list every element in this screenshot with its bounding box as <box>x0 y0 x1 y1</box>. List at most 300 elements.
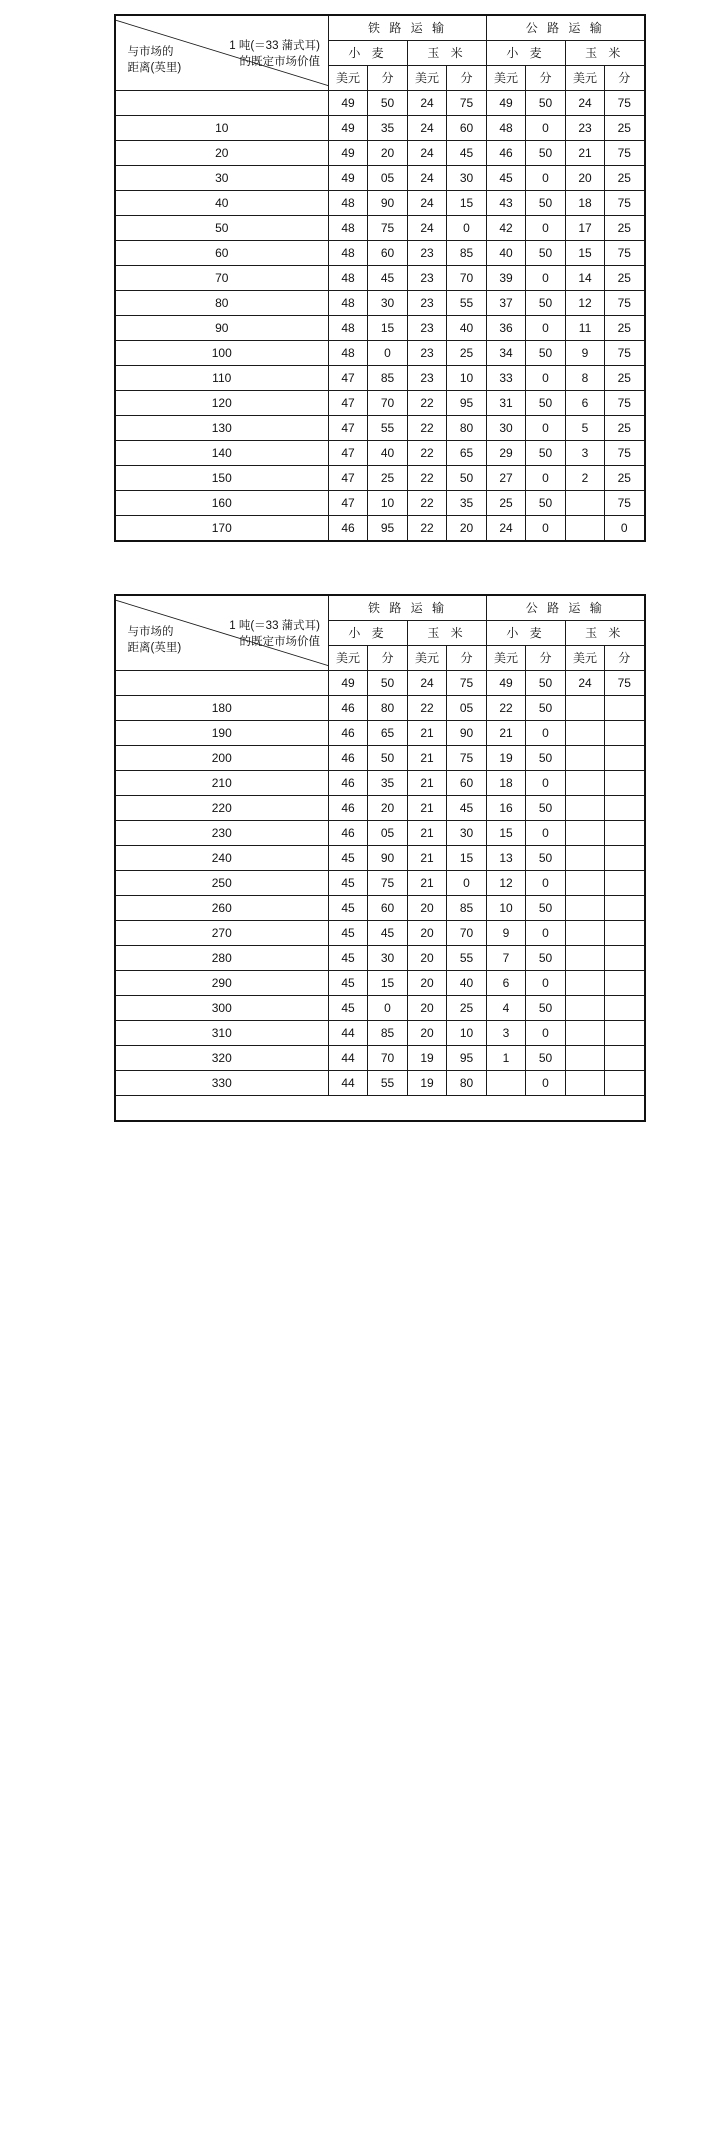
value-cell: 15 <box>447 846 487 871</box>
table-row <box>115 241 645 266</box>
value-cell: 22 <box>408 441 447 466</box>
value-cell: 70 <box>447 266 487 291</box>
base-row-label <box>115 671 329 696</box>
value-cell: 0 <box>526 1021 566 1046</box>
table-row <box>115 846 645 871</box>
value-cell: 34 <box>487 341 526 366</box>
value-cell: 60 <box>447 771 487 796</box>
value-cell <box>605 721 645 746</box>
value-cell: 2 <box>566 466 605 491</box>
value-cell: 65 <box>368 721 408 746</box>
value-cell: 46 <box>329 696 368 721</box>
value-cell <box>566 721 605 746</box>
value-cell: 45 <box>368 921 408 946</box>
value-cell: 0 <box>526 1071 566 1096</box>
unit-header-2: 美元 <box>408 646 447 671</box>
crop-header-rail-corn: 玉 米 <box>408 621 487 646</box>
value-cell: 21 <box>487 721 526 746</box>
value-cell: 35 <box>368 116 408 141</box>
unit-header-7: 分 <box>605 646 645 671</box>
value-cell: 47 <box>329 466 368 491</box>
distance-cell: 240 <box>115 846 329 871</box>
value-cell: 0 <box>526 871 566 896</box>
value-cell: 50 <box>526 391 566 416</box>
value-cell: 25 <box>447 996 487 1021</box>
value-cell: 45 <box>368 266 408 291</box>
base-value-6: 24 <box>566 91 605 116</box>
value-cell: 23 <box>408 291 447 316</box>
table-row <box>115 416 645 441</box>
distance-cell: 180 <box>115 696 329 721</box>
value-cell <box>605 896 645 921</box>
value-cell <box>605 796 645 821</box>
corner-header-cell <box>115 595 329 671</box>
value-cell: 15 <box>566 241 605 266</box>
freight-value-table-2 <box>114 594 646 1122</box>
value-cell: 20 <box>408 946 447 971</box>
value-cell: 85 <box>447 241 487 266</box>
crop-header-rail-wheat: 小 麦 <box>329 621 408 646</box>
distance-cell: 290 <box>115 971 329 996</box>
value-cell: 0 <box>526 166 566 191</box>
value-cell: 50 <box>526 996 566 1021</box>
unit-header-0: 美元 <box>329 646 368 671</box>
value-cell: 19 <box>408 1071 447 1096</box>
value-cell: 25 <box>447 341 487 366</box>
distance-cell: 160 <box>115 491 329 516</box>
table-row <box>115 491 645 516</box>
value-cell: 95 <box>447 391 487 416</box>
value-cell: 75 <box>605 391 645 416</box>
value-cell: 0 <box>526 266 566 291</box>
value-cell: 6 <box>566 391 605 416</box>
value-cell: 80 <box>447 1071 487 1096</box>
crop-header-rail-wheat: 小 麦 <box>329 41 408 66</box>
value-cell: 5 <box>566 416 605 441</box>
value-cell: 40 <box>487 241 526 266</box>
value-cell: 22 <box>487 696 526 721</box>
corner-bottom-line1: 与市场的 <box>127 626 174 638</box>
table-row <box>115 291 645 316</box>
value-cell: 12 <box>487 871 526 896</box>
value-cell: 50 <box>526 1046 566 1071</box>
value-cell: 85 <box>368 366 408 391</box>
value-cell: 50 <box>526 191 566 216</box>
corner-bottom-line2: 距离(英里) <box>127 62 182 74</box>
value-cell: 10 <box>368 491 408 516</box>
crop-header-road-wheat: 小 麦 <box>487 41 566 66</box>
value-cell: 48 <box>487 116 526 141</box>
corner-top-line2: 的既定市场价值 <box>239 636 320 648</box>
value-cell: 47 <box>329 366 368 391</box>
value-cell: 48 <box>329 241 368 266</box>
value-cell: 0 <box>526 366 566 391</box>
unit-header-6: 美元 <box>566 66 605 91</box>
base-value-4: 49 <box>487 91 526 116</box>
value-cell: 17 <box>566 216 605 241</box>
value-cell: 45 <box>329 971 368 996</box>
base-value-6: 24 <box>566 671 605 696</box>
base-value-1: 50 <box>368 671 408 696</box>
table-row <box>115 971 645 996</box>
distance-cell: 230 <box>115 821 329 846</box>
table-row <box>115 1071 645 1096</box>
value-cell: 0 <box>526 771 566 796</box>
distance-cell: 90 <box>115 316 329 341</box>
crop-header-road-wheat: 小 麦 <box>487 621 566 646</box>
value-cell: 10 <box>447 366 487 391</box>
value-cell: 9 <box>487 921 526 946</box>
value-cell: 22 <box>408 391 447 416</box>
unit-header-1: 分 <box>368 646 408 671</box>
value-cell <box>605 771 645 796</box>
value-cell: 0 <box>526 516 566 542</box>
unit-header-4: 美元 <box>487 646 526 671</box>
distance-cell: 30 <box>115 166 329 191</box>
table-row <box>115 996 645 1021</box>
value-cell <box>566 896 605 921</box>
value-cell: 75 <box>605 341 645 366</box>
value-cell: 8 <box>566 366 605 391</box>
mode-header-road: 公 路 运 输 <box>487 15 645 41</box>
table-row <box>115 466 645 491</box>
value-cell <box>566 796 605 821</box>
value-cell: 18 <box>487 771 526 796</box>
value-cell: 18 <box>566 191 605 216</box>
value-cell: 25 <box>605 416 645 441</box>
value-cell: 25 <box>605 466 645 491</box>
value-cell: 13 <box>487 846 526 871</box>
value-cell: 48 <box>329 266 368 291</box>
value-cell: 15 <box>368 971 408 996</box>
table-row <box>115 141 645 166</box>
table-row <box>115 266 645 291</box>
value-cell: 0 <box>526 721 566 746</box>
value-cell <box>605 1071 645 1096</box>
value-cell: 23 <box>408 266 447 291</box>
value-cell: 44 <box>329 1046 368 1071</box>
value-cell: 20 <box>408 996 447 1021</box>
value-cell: 25 <box>368 466 408 491</box>
value-cell: 46 <box>329 721 368 746</box>
value-cell: 11 <box>566 316 605 341</box>
value-cell: 20 <box>408 921 447 946</box>
distance-cell: 170 <box>115 516 329 542</box>
value-cell: 55 <box>447 946 487 971</box>
distance-cell: 110 <box>115 366 329 391</box>
unit-header-0: 美元 <box>329 66 368 91</box>
value-cell: 50 <box>526 896 566 921</box>
value-cell: 21 <box>408 871 447 896</box>
crop-header-rail-corn: 玉 米 <box>408 41 487 66</box>
value-cell <box>566 1021 605 1046</box>
mode-header-rail: 铁 路 运 输 <box>329 595 487 621</box>
value-cell: 47 <box>329 416 368 441</box>
value-cell: 23 <box>408 341 447 366</box>
corner-bottom-line2: 距离(英里) <box>127 642 182 654</box>
value-cell: 80 <box>447 416 487 441</box>
value-cell <box>566 996 605 1021</box>
table-row <box>115 821 645 846</box>
value-cell: 25 <box>605 366 645 391</box>
value-cell: 21 <box>408 796 447 821</box>
unit-header-7: 分 <box>605 66 645 91</box>
base-row-label <box>115 91 329 116</box>
freight-value-table-1 <box>114 14 646 542</box>
distance-cell: 140 <box>115 441 329 466</box>
table-row <box>115 116 645 141</box>
value-cell: 46 <box>329 821 368 846</box>
value-cell <box>605 1046 645 1071</box>
value-cell: 4 <box>487 996 526 1021</box>
table-row <box>115 896 645 921</box>
value-cell: 75 <box>605 141 645 166</box>
mode-header-road: 公 路 运 输 <box>487 595 645 621</box>
value-cell: 45 <box>329 996 368 1021</box>
unit-header-2: 美元 <box>408 66 447 91</box>
table-row <box>115 391 645 416</box>
table-row <box>115 796 645 821</box>
value-cell: 39 <box>487 266 526 291</box>
value-cell <box>566 971 605 996</box>
value-cell: 23 <box>566 116 605 141</box>
value-cell: 24 <box>487 516 526 542</box>
value-cell <box>605 821 645 846</box>
mode-header-rail: 铁 路 运 输 <box>329 15 487 41</box>
distance-cell: 320 <box>115 1046 329 1071</box>
distance-cell: 70 <box>115 266 329 291</box>
value-cell: 30 <box>368 946 408 971</box>
base-value-1: 50 <box>368 91 408 116</box>
value-cell: 05 <box>447 696 487 721</box>
corner-top-line1: 1 吨(＝33 蒲式耳) <box>229 40 320 52</box>
value-cell: 60 <box>368 896 408 921</box>
value-cell: 25 <box>487 491 526 516</box>
value-cell: 49 <box>329 166 368 191</box>
value-cell: 45 <box>329 921 368 946</box>
table-row <box>115 696 645 721</box>
crop-header-road-corn: 玉 米 <box>566 621 645 646</box>
value-cell: 0 <box>526 116 566 141</box>
value-cell: 22 <box>408 516 447 542</box>
value-cell: 20 <box>408 971 447 996</box>
value-cell: 3 <box>566 441 605 466</box>
table-block-lower <box>114 572 631 1122</box>
value-cell: 46 <box>329 516 368 542</box>
value-cell: 30 <box>487 416 526 441</box>
value-cell: 21 <box>566 141 605 166</box>
value-cell: 10 <box>487 896 526 921</box>
value-cell: 30 <box>447 166 487 191</box>
value-cell: 50 <box>526 946 566 971</box>
distance-cell: 120 <box>115 391 329 416</box>
value-cell: 85 <box>447 896 487 921</box>
table-row <box>115 771 645 796</box>
unit-header-1: 分 <box>368 66 408 91</box>
corner-header-cell <box>115 15 329 91</box>
value-cell: 45 <box>447 796 487 821</box>
base-value-0: 49 <box>329 671 368 696</box>
value-cell: 60 <box>368 241 408 266</box>
corner-top-line2: 的既定市场价值 <box>239 56 320 68</box>
value-cell: 90 <box>368 191 408 216</box>
value-cell <box>605 921 645 946</box>
value-cell: 25 <box>605 166 645 191</box>
value-cell: 9 <box>566 341 605 366</box>
value-cell <box>566 1046 605 1071</box>
table-row <box>115 441 645 466</box>
value-cell: 24 <box>408 141 447 166</box>
value-cell <box>566 696 605 721</box>
value-cell: 0 <box>605 516 645 542</box>
table-row <box>115 516 645 542</box>
value-cell: 48 <box>329 216 368 241</box>
value-cell: 30 <box>368 291 408 316</box>
value-cell: 46 <box>487 141 526 166</box>
value-cell: 14 <box>566 266 605 291</box>
value-cell: 75 <box>605 191 645 216</box>
value-cell: 46 <box>329 746 368 771</box>
value-cell: 20 <box>447 516 487 542</box>
value-cell: 0 <box>526 971 566 996</box>
value-cell <box>566 871 605 896</box>
base-value-4: 49 <box>487 671 526 696</box>
value-cell <box>605 971 645 996</box>
value-cell <box>566 921 605 946</box>
distance-cell: 60 <box>115 241 329 266</box>
distance-cell: 330 <box>115 1071 329 1096</box>
distance-cell: 220 <box>115 796 329 821</box>
value-cell: 95 <box>368 516 408 542</box>
value-cell: 27 <box>487 466 526 491</box>
value-cell: 05 <box>368 166 408 191</box>
value-cell: 25 <box>605 316 645 341</box>
value-cell: 46 <box>329 796 368 821</box>
table-row <box>115 871 645 896</box>
value-cell <box>605 1021 645 1046</box>
value-cell: 3 <box>487 1021 526 1046</box>
value-cell: 43 <box>487 191 526 216</box>
value-cell: 49 <box>329 116 368 141</box>
base-value-5: 50 <box>526 91 566 116</box>
value-cell: 22 <box>408 466 447 491</box>
value-cell <box>566 1071 605 1096</box>
value-cell: 45 <box>447 141 487 166</box>
distance-cell: 50 <box>115 216 329 241</box>
value-cell: 25 <box>605 216 645 241</box>
unit-header-4: 美元 <box>487 66 526 91</box>
value-cell: 19 <box>487 746 526 771</box>
value-cell: 0 <box>526 921 566 946</box>
value-cell: 50 <box>526 746 566 771</box>
value-cell: 23 <box>408 366 447 391</box>
value-cell: 50 <box>368 746 408 771</box>
value-cell: 75 <box>605 291 645 316</box>
value-cell: 50 <box>526 491 566 516</box>
value-cell: 0 <box>447 216 487 241</box>
value-cell: 20 <box>368 796 408 821</box>
value-cell: 24 <box>408 166 447 191</box>
value-cell: 0 <box>368 341 408 366</box>
table-row <box>115 721 645 746</box>
base-value-5: 50 <box>526 671 566 696</box>
base-value-2: 24 <box>408 91 447 116</box>
value-cell: 20 <box>566 166 605 191</box>
unit-header-3: 分 <box>447 66 487 91</box>
value-cell: 95 <box>447 1046 487 1071</box>
value-cell: 55 <box>368 1071 408 1096</box>
distance-cell: 210 <box>115 771 329 796</box>
distance-cell: 280 <box>115 946 329 971</box>
value-cell: 23 <box>408 316 447 341</box>
value-cell: 0 <box>526 821 566 846</box>
value-cell: 80 <box>368 696 408 721</box>
corner-bottom-label <box>128 44 248 76</box>
value-cell <box>566 516 605 542</box>
value-cell: 45 <box>329 871 368 896</box>
value-cell: 48 <box>329 341 368 366</box>
value-cell: 33 <box>487 366 526 391</box>
table-row <box>115 1046 645 1071</box>
unit-header-5: 分 <box>526 66 566 91</box>
value-cell: 75 <box>368 871 408 896</box>
value-cell: 23 <box>408 241 447 266</box>
table-row <box>115 746 645 771</box>
corner-bottom-line1: 与市场的 <box>127 46 174 58</box>
value-cell: 15 <box>447 191 487 216</box>
base-value-3: 75 <box>447 671 487 696</box>
distance-cell: 310 <box>115 1021 329 1046</box>
unit-header-6: 美元 <box>566 646 605 671</box>
value-cell: 0 <box>447 871 487 896</box>
distance-cell: 20 <box>115 141 329 166</box>
table-row-base-values <box>115 671 645 696</box>
value-cell: 0 <box>368 996 408 1021</box>
distance-cell: 300 <box>115 996 329 1021</box>
value-cell: 50 <box>526 796 566 821</box>
value-cell: 0 <box>526 316 566 341</box>
value-cell: 24 <box>408 191 447 216</box>
base-value-0: 49 <box>329 91 368 116</box>
value-cell: 65 <box>447 441 487 466</box>
value-cell: 75 <box>605 441 645 466</box>
value-cell <box>605 996 645 1021</box>
value-cell: 50 <box>526 141 566 166</box>
value-cell: 40 <box>447 971 487 996</box>
value-cell: 20 <box>408 896 447 921</box>
value-cell: 21 <box>408 746 447 771</box>
value-cell: 90 <box>368 846 408 871</box>
distance-cell: 80 <box>115 291 329 316</box>
value-cell: 12 <box>566 291 605 316</box>
value-cell: 37 <box>487 291 526 316</box>
value-cell: 30 <box>447 821 487 846</box>
value-cell: 49 <box>329 141 368 166</box>
value-cell: 55 <box>447 291 487 316</box>
table-row <box>115 316 645 341</box>
value-cell: 50 <box>526 291 566 316</box>
value-cell: 31 <box>487 391 526 416</box>
value-cell: 20 <box>368 141 408 166</box>
corner-bottom-label <box>128 624 248 656</box>
table-row <box>115 216 645 241</box>
value-cell: 45 <box>329 946 368 971</box>
value-cell <box>566 946 605 971</box>
value-cell <box>605 696 645 721</box>
value-cell <box>566 771 605 796</box>
value-cell: 35 <box>447 491 487 516</box>
table-block-upper <box>114 0 631 542</box>
